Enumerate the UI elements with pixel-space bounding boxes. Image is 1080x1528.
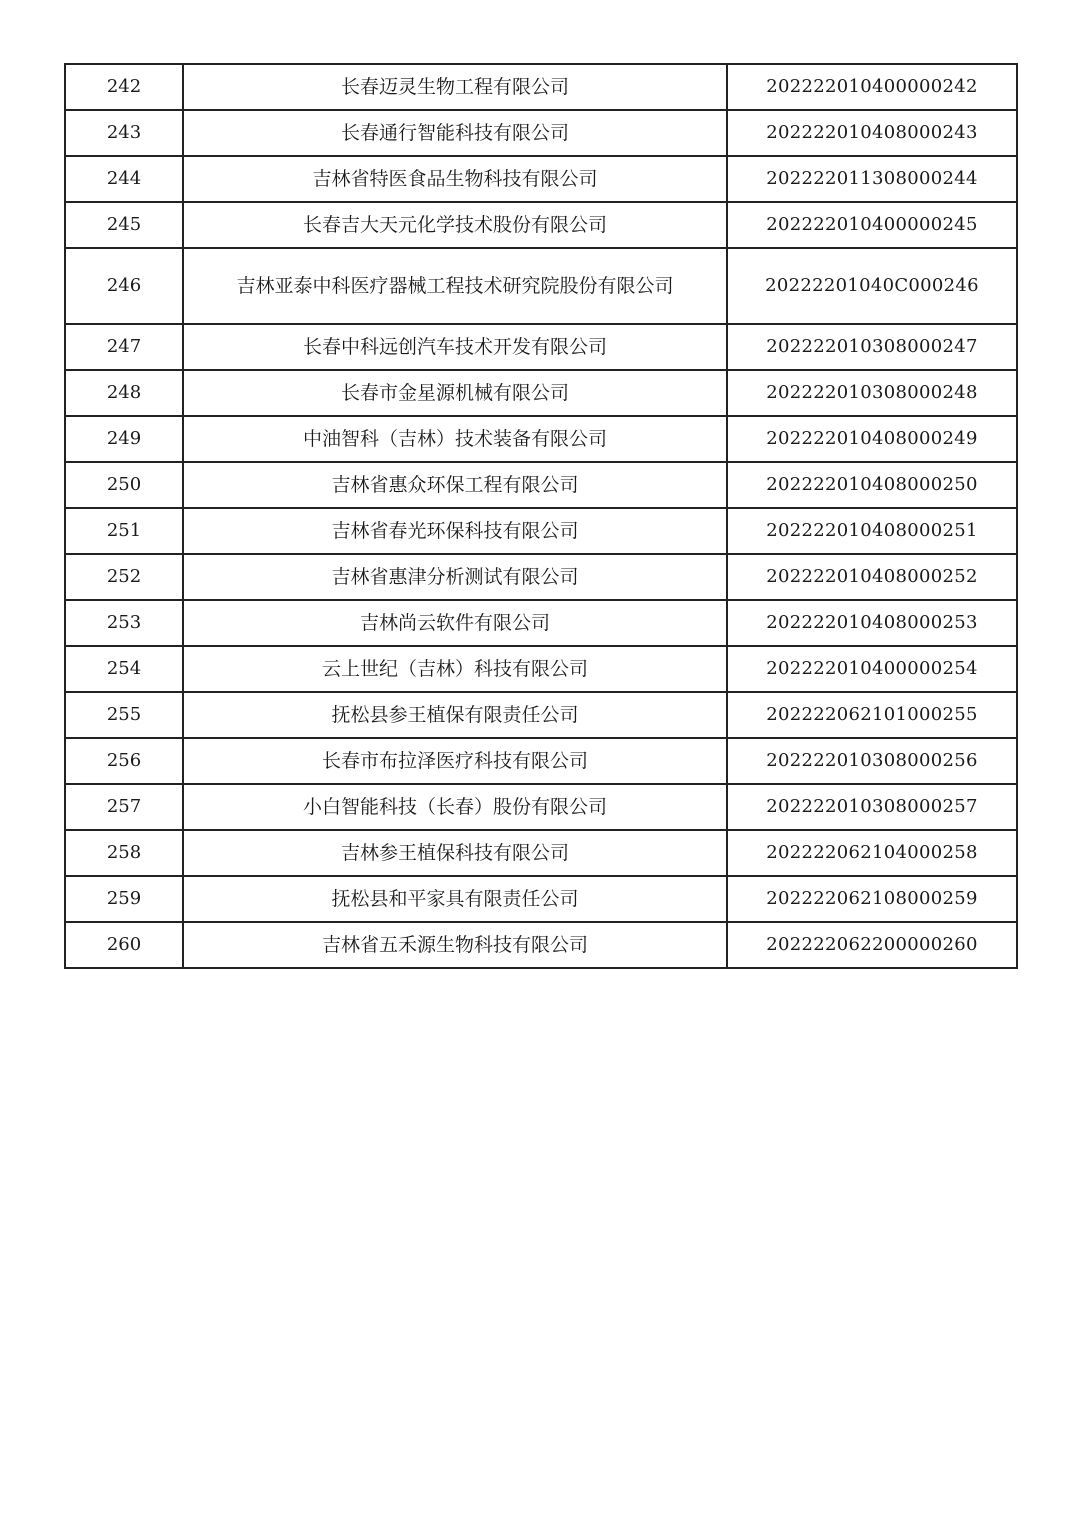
row-number: 255 — [65, 692, 183, 738]
table-row — [65, 784, 1017, 830]
company-name: 吉林省惠众环保工程有限公司 — [183, 462, 727, 508]
registration-code: 202222062104000258 — [727, 830, 1017, 876]
company-name: 长春吉大天元化学技术股份有限公司 — [183, 202, 727, 248]
company-name: 长春中科远创汽车技术开发有限公司 — [183, 324, 727, 370]
registration-code: 202222011308000244 — [727, 156, 1017, 202]
registration-code: 20222201040C000246 — [727, 248, 1017, 324]
registration-code: 202222062108000259 — [727, 876, 1017, 922]
table-row — [65, 462, 1017, 508]
company-name: 长春通行智能科技有限公司 — [183, 110, 727, 156]
registration-code: 202222010308000256 — [727, 738, 1017, 784]
company-name: 云上世纪（吉林）科技有限公司 — [183, 646, 727, 692]
table-row — [65, 64, 1017, 110]
table-row — [65, 110, 1017, 156]
table-row — [65, 508, 1017, 554]
registration-code: 202222010408000253 — [727, 600, 1017, 646]
company-name: 长春市布拉泽医疗科技有限公司 — [183, 738, 727, 784]
row-number: 259 — [65, 876, 183, 922]
table-row — [65, 692, 1017, 738]
table-row — [65, 830, 1017, 876]
row-number: 260 — [65, 922, 183, 968]
table-row — [65, 600, 1017, 646]
table-row — [65, 416, 1017, 462]
table-row — [65, 370, 1017, 416]
company-registry-table — [64, 63, 1018, 969]
company-name: 吉林参王植保科技有限公司 — [183, 830, 727, 876]
company-name: 中油智科（吉林）技术装备有限公司 — [183, 416, 727, 462]
row-number: 248 — [65, 370, 183, 416]
table-row — [65, 646, 1017, 692]
registration-code: 202222010400000242 — [727, 64, 1017, 110]
table-row — [65, 202, 1017, 248]
table-row — [65, 156, 1017, 202]
registration-code: 202222010400000254 — [727, 646, 1017, 692]
registration-code: 202222010408000249 — [727, 416, 1017, 462]
company-name: 吉林省春光环保科技有限公司 — [183, 508, 727, 554]
company-name: 长春迈灵生物工程有限公司 — [183, 64, 727, 110]
row-number: 258 — [65, 830, 183, 876]
company-name: 小白智能科技（长春）股份有限公司 — [183, 784, 727, 830]
company-name: 吉林省特医食品生物科技有限公司 — [183, 156, 727, 202]
company-name: 抚松县和平家具有限责任公司 — [183, 876, 727, 922]
row-number: 250 — [65, 462, 183, 508]
row-number: 245 — [65, 202, 183, 248]
company-name: 吉林省五禾源生物科技有限公司 — [183, 922, 727, 968]
registration-code: 202222010400000245 — [727, 202, 1017, 248]
table-row — [65, 248, 1017, 324]
table-row — [65, 324, 1017, 370]
row-number: 247 — [65, 324, 183, 370]
registration-code: 202222010308000248 — [727, 370, 1017, 416]
table-row — [65, 876, 1017, 922]
company-name: 吉林亚泰中科医疗器械工程技术研究院股份有限公司 — [183, 248, 727, 324]
registration-code: 202222010408000252 — [727, 554, 1017, 600]
table-row — [65, 922, 1017, 968]
registration-code: 202222010408000250 — [727, 462, 1017, 508]
row-number: 251 — [65, 508, 183, 554]
row-number: 257 — [65, 784, 183, 830]
registration-code: 202222010308000257 — [727, 784, 1017, 830]
company-name: 吉林尚云软件有限公司 — [183, 600, 727, 646]
row-number: 244 — [65, 156, 183, 202]
row-number: 249 — [65, 416, 183, 462]
registration-code: 202222010408000251 — [727, 508, 1017, 554]
row-number: 246 — [65, 248, 183, 324]
table-row — [65, 738, 1017, 784]
registration-code: 202222010408000243 — [727, 110, 1017, 156]
company-name: 吉林省惠津分析测试有限公司 — [183, 554, 727, 600]
registration-code: 202222010308000247 — [727, 324, 1017, 370]
row-number: 254 — [65, 646, 183, 692]
registration-code: 202222062200000260 — [727, 922, 1017, 968]
company-name: 抚松县参王植保有限责任公司 — [183, 692, 727, 738]
registration-code: 202222062101000255 — [727, 692, 1017, 738]
row-number: 242 — [65, 64, 183, 110]
table-row — [65, 554, 1017, 600]
row-number: 256 — [65, 738, 183, 784]
company-name: 长春市金星源机械有限公司 — [183, 370, 727, 416]
row-number: 243 — [65, 110, 183, 156]
row-number: 253 — [65, 600, 183, 646]
row-number: 252 — [65, 554, 183, 600]
